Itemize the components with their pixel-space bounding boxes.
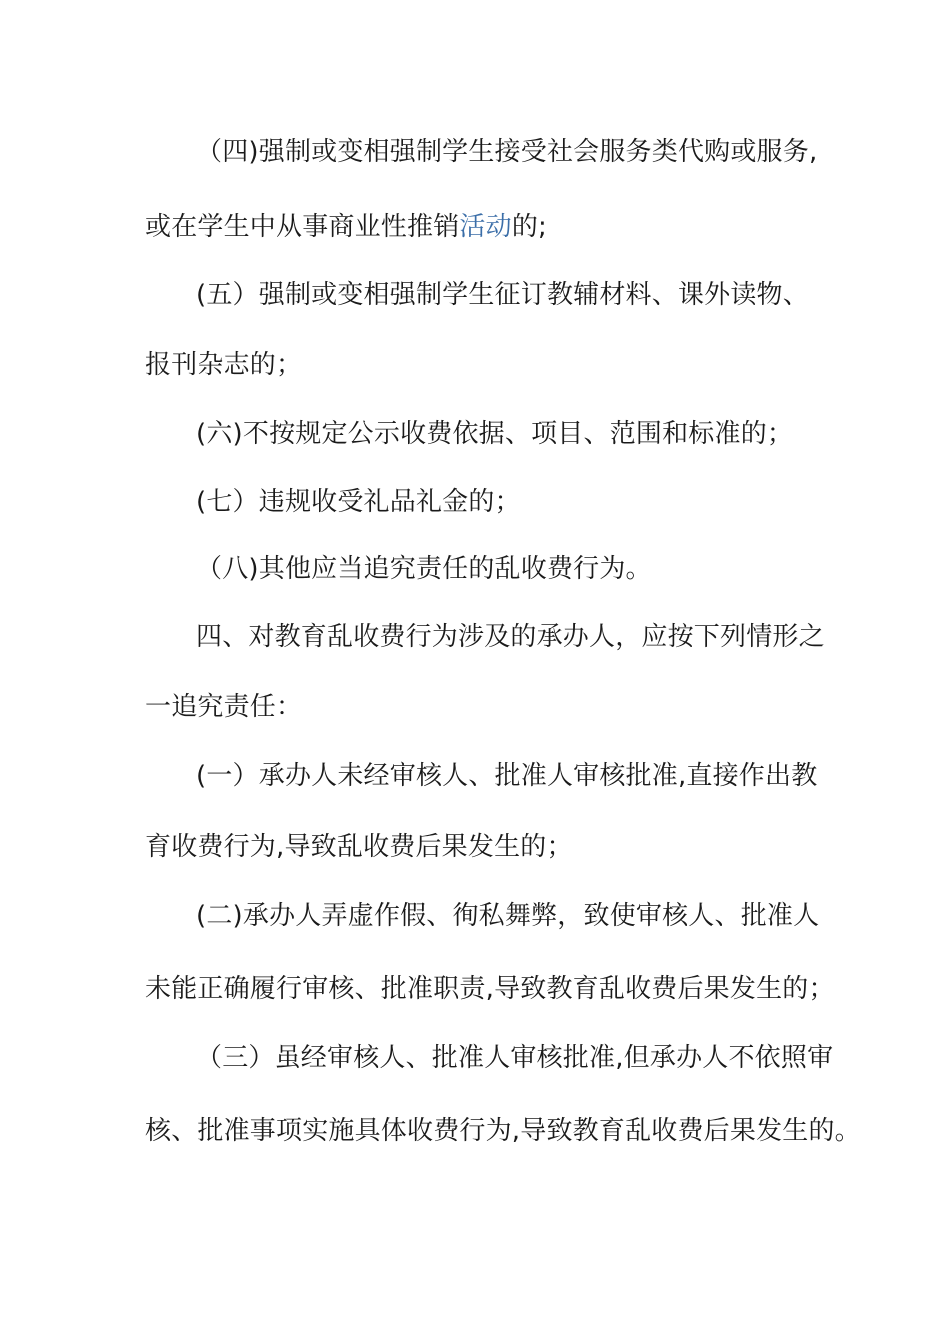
text-line-6: (七）违规收受礼品礼金的；: [196, 487, 521, 517]
text-line-12: (二)承办人弄虚作假、徇私舞弊，致使审核人、批准人: [196, 901, 820, 931]
text-line-14: （三）虽经审核人、批准人审核批准,但承办人不依照审: [196, 1043, 834, 1073]
activity-link[interactable]: 活动: [459, 212, 512, 242]
text-line-9: 一追究责任：: [145, 692, 303, 722]
text-line-7: （八)其他应当追究责任的乱收费行为。: [196, 554, 652, 584]
text-line-2-start: 或在学生中从事商业性推销: [145, 212, 460, 242]
text-line-4: 报刊杂志的；: [145, 350, 303, 380]
text-line-2: [145, 209, 547, 245]
text-line-10: (一）承办人未经审核人、批准人审核批准,直接作出教: [196, 761, 818, 791]
text-line-5: (六)不按规定公示收费依据、项目、范围和标准的；: [196, 419, 794, 449]
text-line-2-end: 的;: [511, 212, 547, 242]
text-line-13: 未能正确履行审核、批准职责,导致教育乱收费后果发生的；: [145, 974, 835, 1004]
text-line-8: 四、对教育乱收费行为涉及的承办人，应按下列情形之: [196, 622, 825, 652]
text-line-15: 核、批准事项实施具体收费行为,导致教育乱收费后果发生的。: [145, 1116, 861, 1146]
text-line-11: 育收费行为,导致乱收费后果发生的；: [145, 832, 573, 862]
text-line-1: （四)强制或变相强制学生接受社会服务类代购或服务,: [196, 137, 818, 167]
text-line-3: (五）强制或变相强制学生征订教辅材料、课外读物、: [196, 280, 809, 310]
